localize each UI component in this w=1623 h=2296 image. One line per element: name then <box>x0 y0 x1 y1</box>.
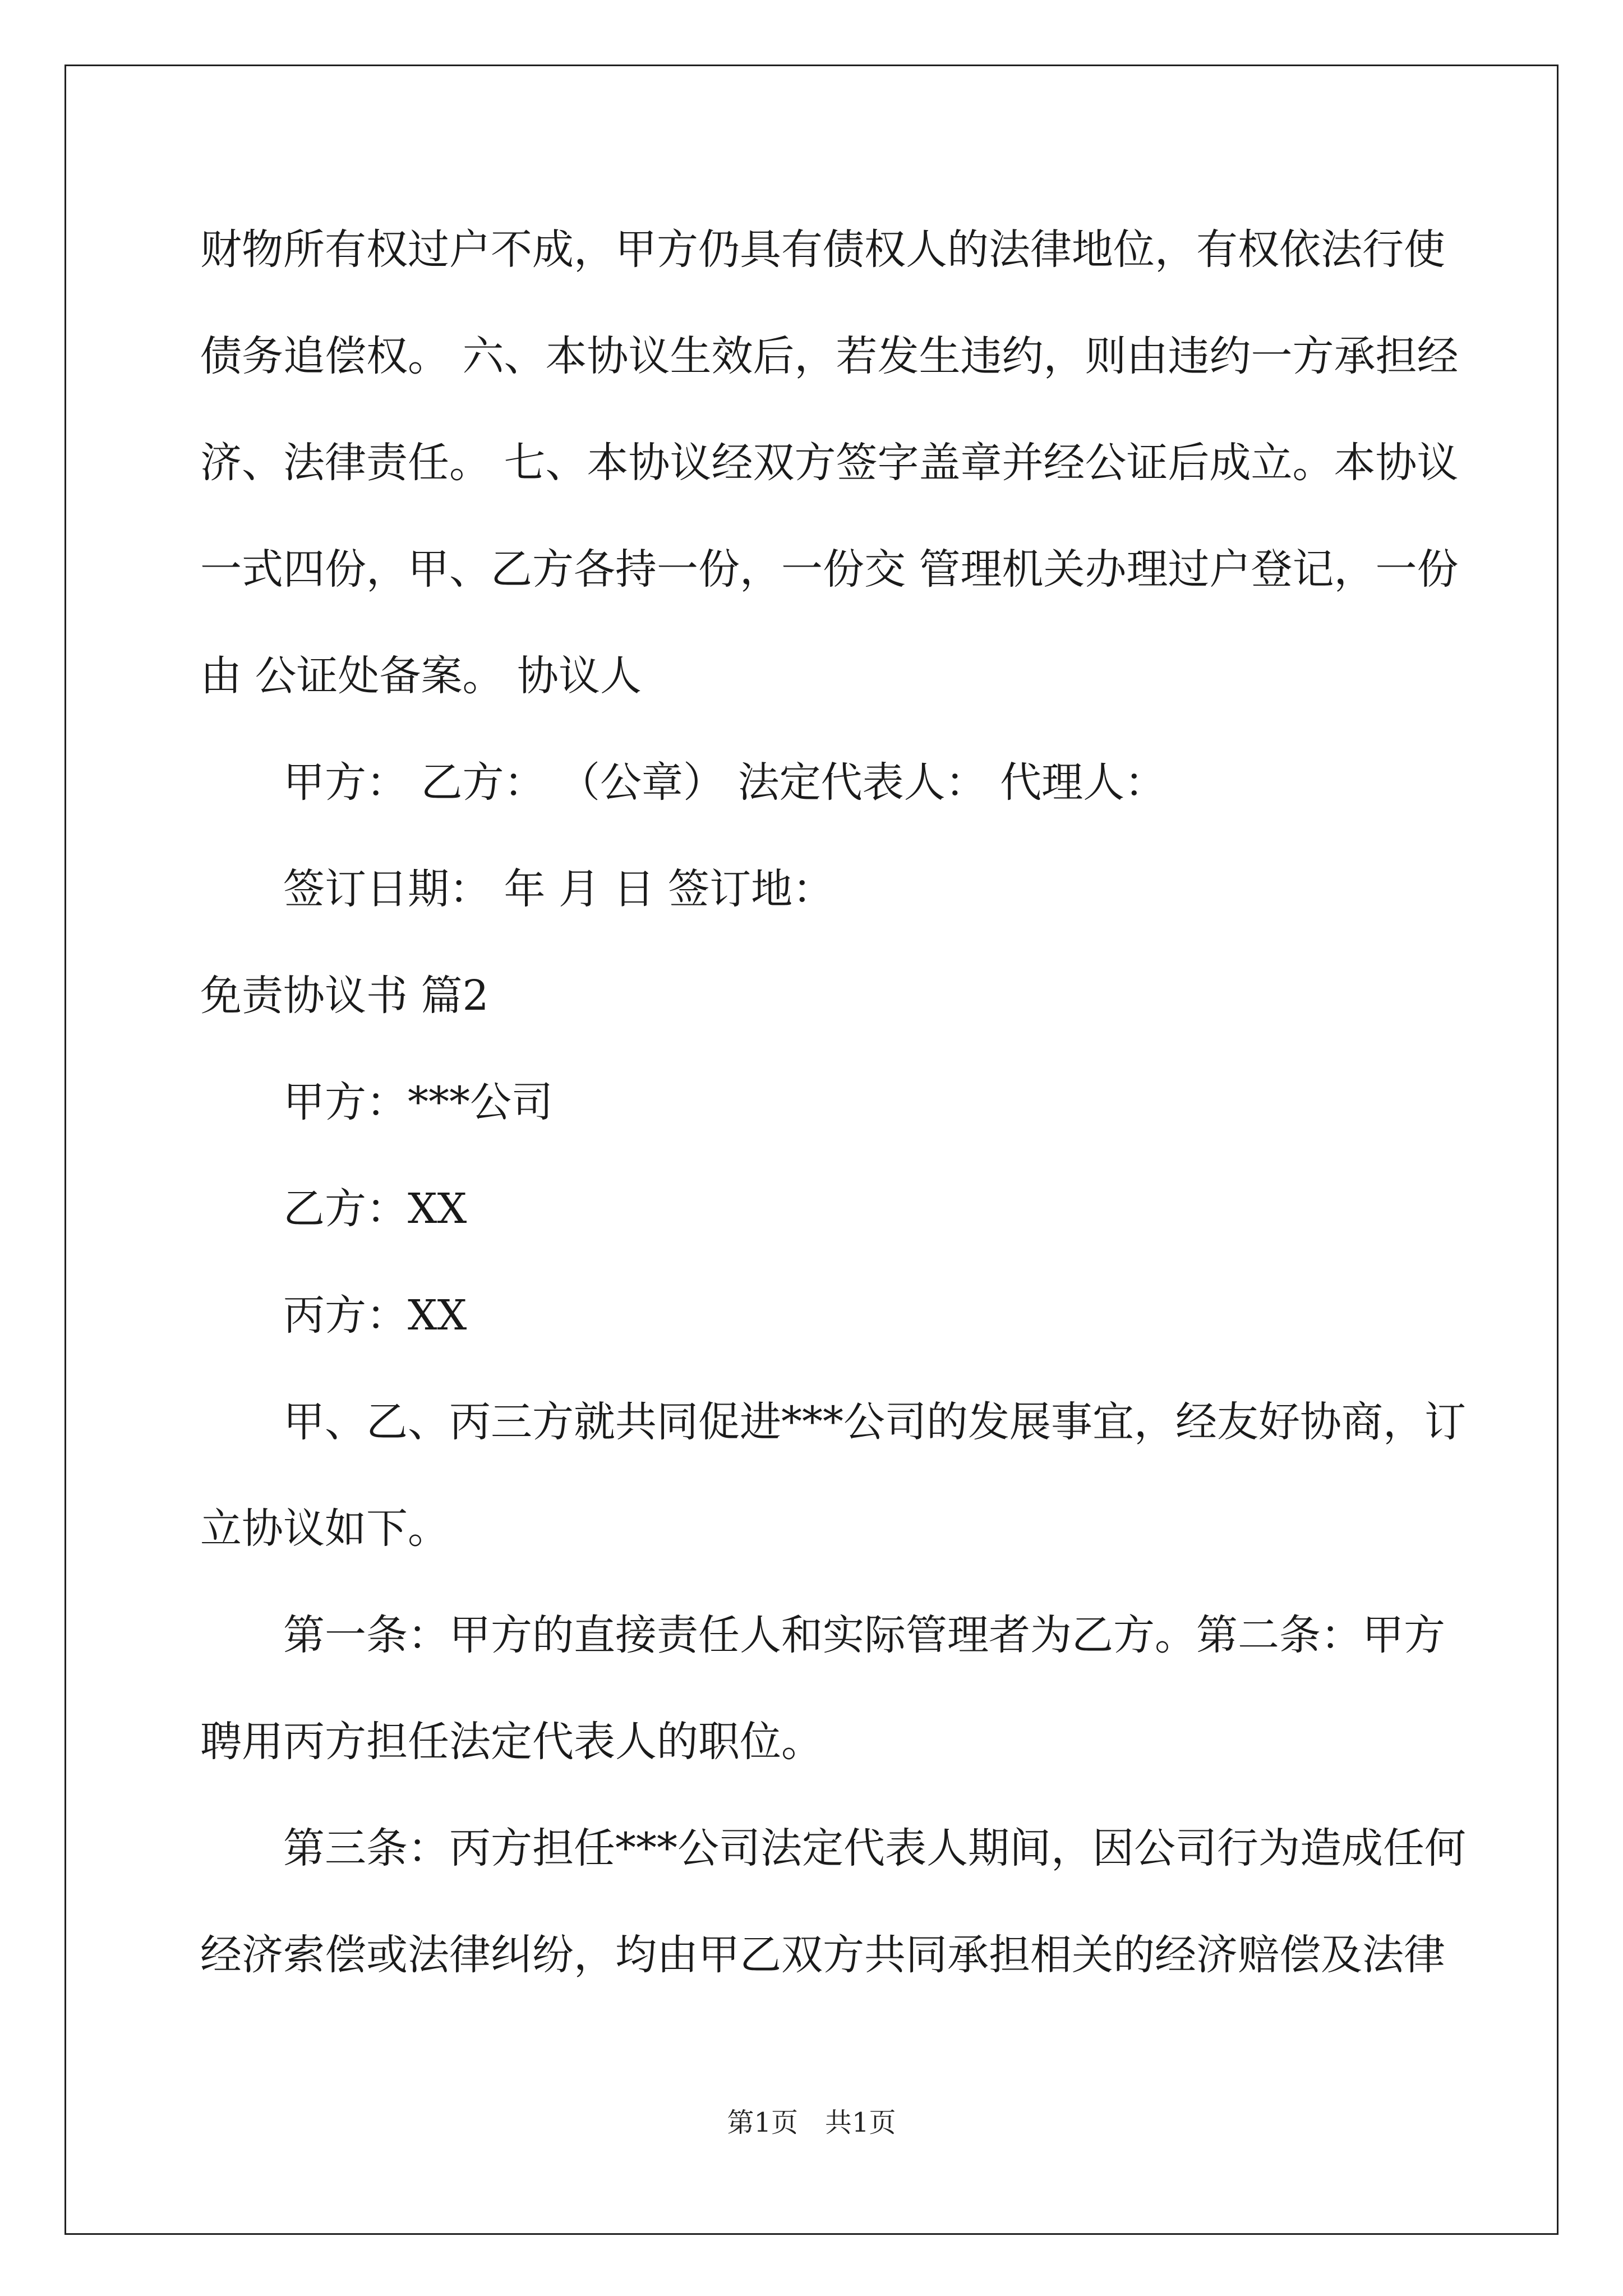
document-body <box>200 216 1466 2028</box>
page-number-footer: 第1页 共1页 <box>727 2107 896 2138</box>
article-line: 经济索偿或法律纠纷，均由甲乙双方共同承担相关的经济赔偿及法律 <box>200 1931 1445 1979</box>
section-heading: 免责协议书 篇2 <box>200 972 489 1020</box>
signing-date-line: 签订日期： 年 月 日 签订地： <box>283 865 834 913</box>
paragraph-line: 济、法律责任。 七、本协议经双方签字盖章并经公证后成立。本协议 <box>200 439 1459 487</box>
paragraph-line: 一式四份，甲、乙方各持一份，一份交 管理机关办理过户登记，一份 <box>200 545 1459 593</box>
party-b-line: 乙方：XX <box>283 1185 467 1233</box>
paragraph-line: 甲、乙、丙三方就共同促进***公司的发展事宜，经友好协商，订 <box>283 1398 1466 1446</box>
paragraph-line: 由 公证处备案。 协议人 <box>200 652 642 700</box>
signature-parties-line: 甲方： 乙方： （公章） 法定代表人： 代理人： <box>283 758 1166 807</box>
article-line: 第一条：甲方的直接责任人和实际管理者为乙方。第二条：甲方 <box>283 1611 1445 1659</box>
article-line: 聘用丙方担任法定代表人的职位。 <box>200 1718 823 1766</box>
article-line: 第三条：丙方担任***公司法定代表人期间，因公司行为造成任何 <box>283 1824 1466 1872</box>
paragraph-line: 财物所有权过户不成，甲方仍具有债权人的法律地位，有权依法行使 <box>200 226 1445 274</box>
paragraph-line: 债务追偿权。 六、本协议生效后，若发生违约，则由违约一方承担经 <box>200 332 1459 380</box>
paragraph-line: 立协议如下。 <box>200 1504 449 1553</box>
party-c-line: 丙方：XX <box>283 1291 467 1340</box>
party-a-line: 甲方：***公司 <box>283 1078 553 1126</box>
